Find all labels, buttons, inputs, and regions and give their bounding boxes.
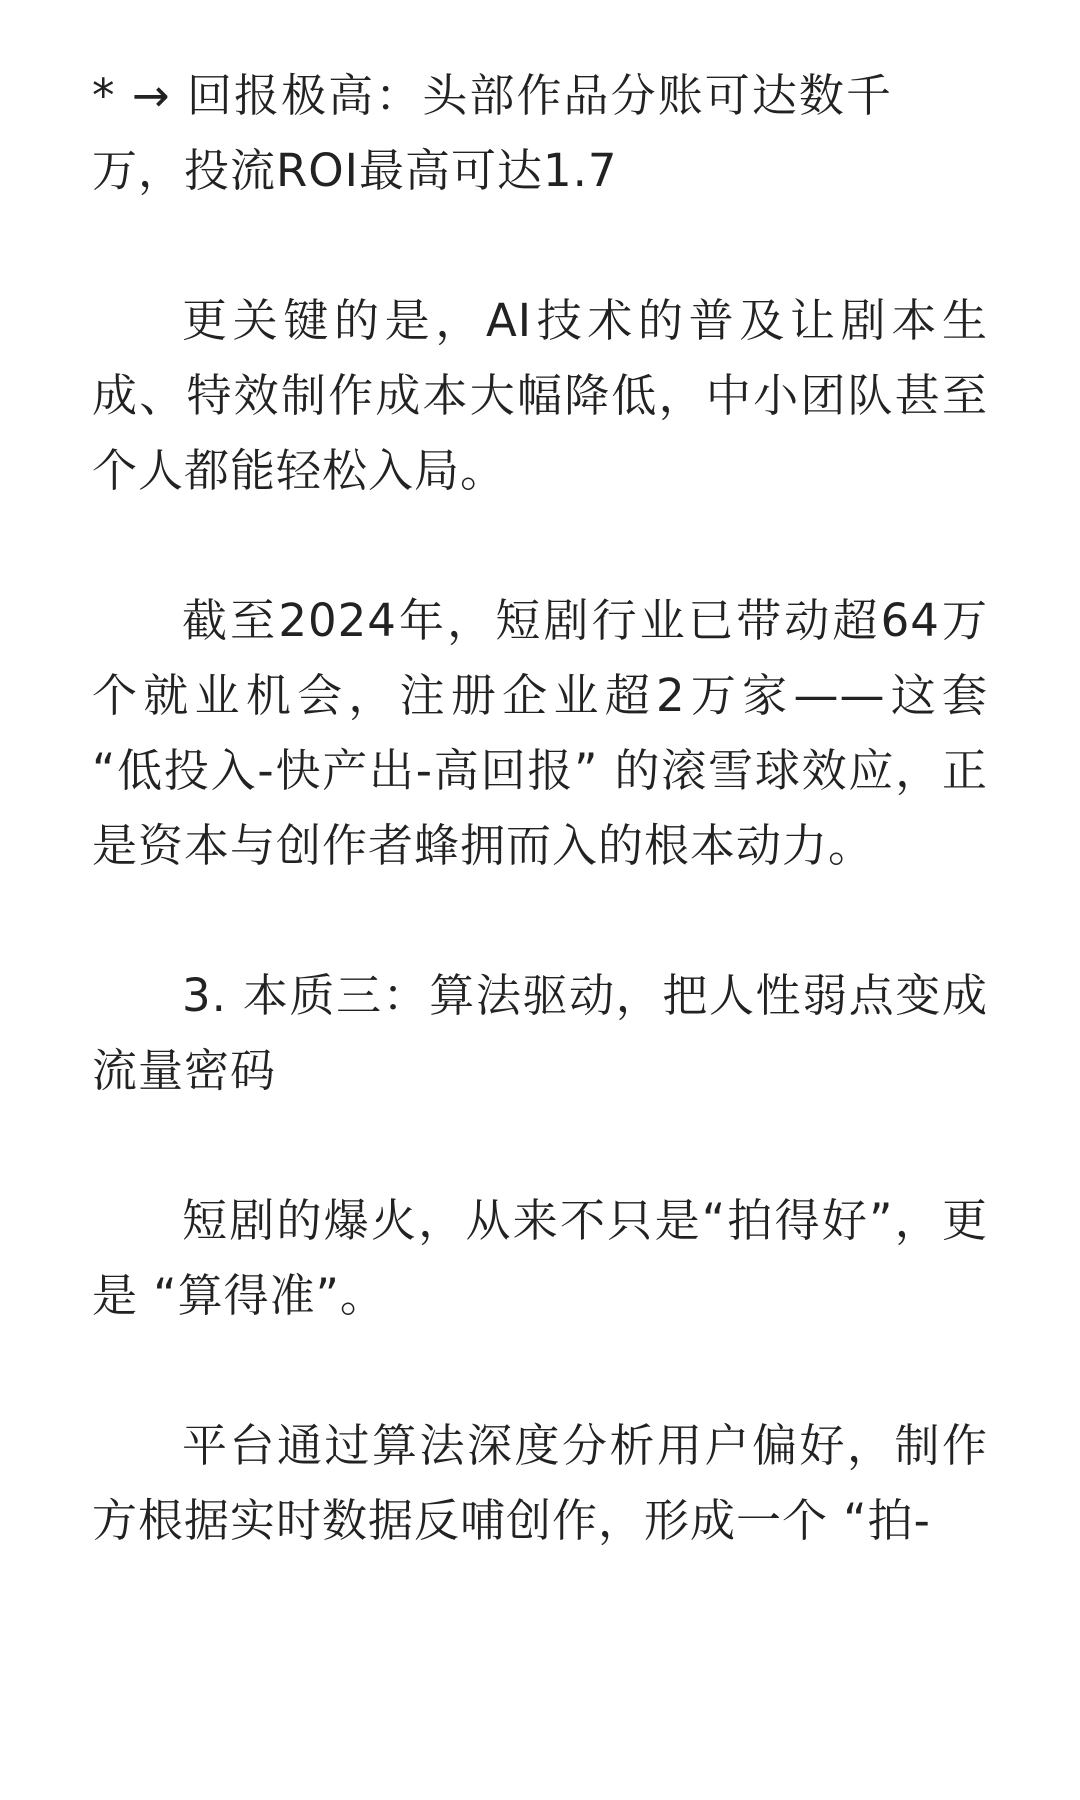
section-heading-essence-three: 3. 本质三：算法驱动，把人性弱点变成流量密码 xyxy=(92,969,988,1097)
paragraph-algorithm: 平台通过算法深度分析用户偏好，制作方根据实时数据反哺创作，形成一个 “拍- xyxy=(92,1419,988,1547)
paragraph-ai-cost: 更关键的是，AI技术的普及让剧本生成、特效制作成本大幅降低，中小团队甚至个人都能轻松入局。 xyxy=(92,294,988,497)
paragraph-roi: * → 回报极高：头部作品分账可达数千万，投流ROI最高可达1.7 xyxy=(92,69,892,197)
paragraph-calculated: 短剧的爆火，从来不只是“拍得好”，更是 “算得准”。 xyxy=(92,1194,988,1322)
paragraph-employment: 截至2024年，短剧行业已带动超64万个就业机会，注册企业超2万家——这套 “低投入-快产出-高回报” 的滚雪球效应，正是资本与创作者蜂拥而入的根本动力。 xyxy=(92,594,1004,872)
article-body xyxy=(92,58,1004,1558)
